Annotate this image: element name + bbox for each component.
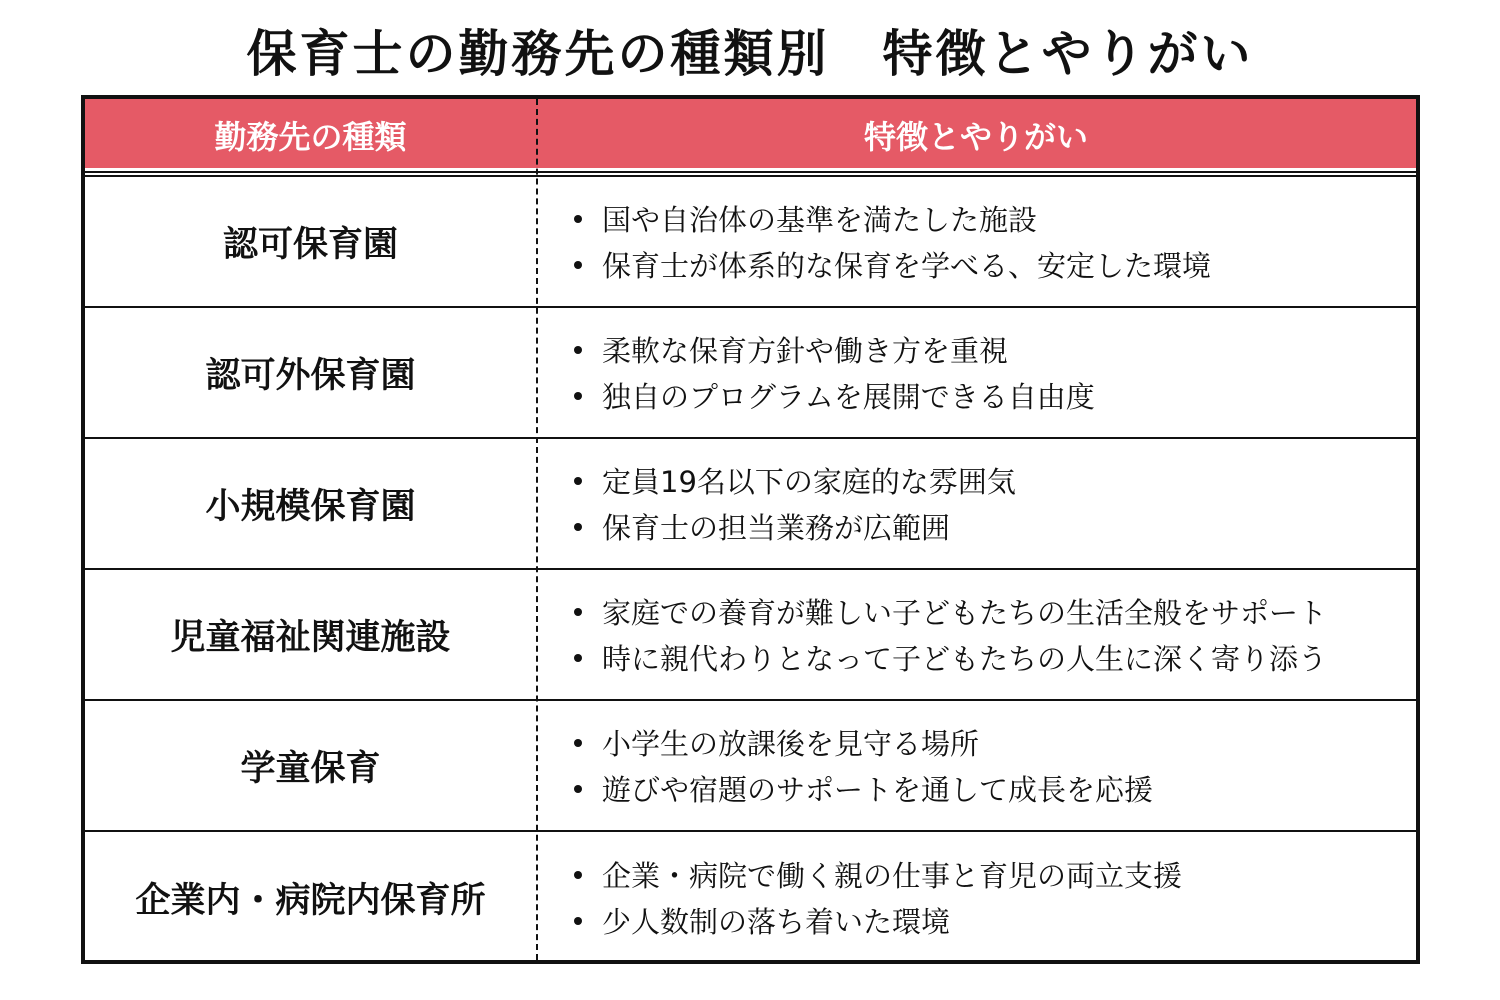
table-row — [85, 701, 1416, 832]
features-cell — [536, 177, 1416, 306]
features-cell — [536, 439, 1416, 568]
features-cell — [536, 570, 1416, 699]
table-row — [85, 832, 1416, 963]
feature-item — [574, 373, 1416, 419]
feature-item — [574, 852, 1416, 898]
workplace-type-cell: 認可外保育園 — [205, 355, 416, 396]
bullet-icon — [574, 523, 582, 531]
feature-item — [574, 327, 1416, 373]
feature-item — [574, 898, 1416, 944]
table-row — [85, 308, 1416, 439]
table-row — [85, 439, 1416, 570]
workplace-type-cell: 児童福祉関連施設 — [170, 617, 451, 658]
features-cell — [536, 832, 1416, 963]
column-divider — [536, 99, 538, 960]
bullet-icon — [574, 346, 582, 354]
feature-item — [574, 589, 1416, 635]
feature-item — [574, 242, 1416, 288]
workplace-comparison-table — [81, 95, 1420, 964]
feature-text: 保育士の担当業務が広範囲 — [602, 511, 951, 545]
table-body — [85, 177, 1416, 963]
feature-text: 小学生の放課後を見守る場所 — [602, 727, 980, 761]
feature-text: 柔軟な保育方針や働き方を重視 — [602, 334, 1009, 368]
bullet-icon — [574, 392, 582, 400]
feature-text: 定員19名以下の家庭的な雰囲気 — [602, 465, 1016, 499]
bullet-icon — [574, 215, 582, 223]
table-header — [85, 99, 1416, 171]
header-workplace-type: 勤務先の種類 — [214, 118, 407, 156]
feature-item — [574, 504, 1416, 550]
feature-text: 少人数制の落ち着いた環境 — [602, 905, 951, 939]
bullet-icon — [574, 608, 582, 616]
feature-item — [574, 635, 1416, 681]
feature-text: 独自のプログラムを展開できる自由度 — [602, 380, 1095, 414]
bullet-icon — [574, 654, 582, 662]
features-cell — [536, 308, 1416, 437]
bullet-icon — [574, 261, 582, 269]
table-row — [85, 177, 1416, 308]
feature-text: 保育士が体系的な保育を学べる、安定した環境 — [602, 249, 1212, 283]
bullet-icon — [574, 785, 582, 793]
feature-text: 遊びや宿題のサポートを通して成長を応援 — [602, 773, 1154, 807]
feature-item — [574, 196, 1416, 242]
header-features: 特徴とやりがい — [863, 118, 1088, 156]
bullet-icon — [574, 739, 582, 747]
feature-item — [574, 458, 1416, 504]
table-row — [85, 570, 1416, 701]
workplace-type-cell: 小規模保育園 — [205, 486, 416, 527]
workplace-type-cell: 企業内・病院内保育所 — [135, 880, 486, 921]
features-cell — [536, 701, 1416, 830]
bullet-icon — [574, 477, 582, 485]
feature-text: 時に親代わりとなって子どもたちの人生に深く寄り添う — [602, 642, 1328, 676]
bullet-icon — [574, 871, 582, 879]
feature-text: 国や自治体の基準を満たした施設 — [602, 203, 1038, 237]
bullet-icon — [574, 917, 582, 925]
workplace-type-cell: 学童保育 — [240, 748, 381, 789]
page-title: 保育士の勤務先の種類別 特徴とやりがい — [246, 25, 1254, 83]
feature-item — [574, 766, 1416, 812]
feature-item — [574, 720, 1416, 766]
feature-text: 企業・病院で働く親の仕事と育児の両立支援 — [602, 859, 1183, 893]
feature-text: 家庭での養育が難しい子どもたちの生活全般をサポート — [602, 596, 1328, 630]
workplace-type-cell: 認可保育園 — [222, 224, 398, 265]
